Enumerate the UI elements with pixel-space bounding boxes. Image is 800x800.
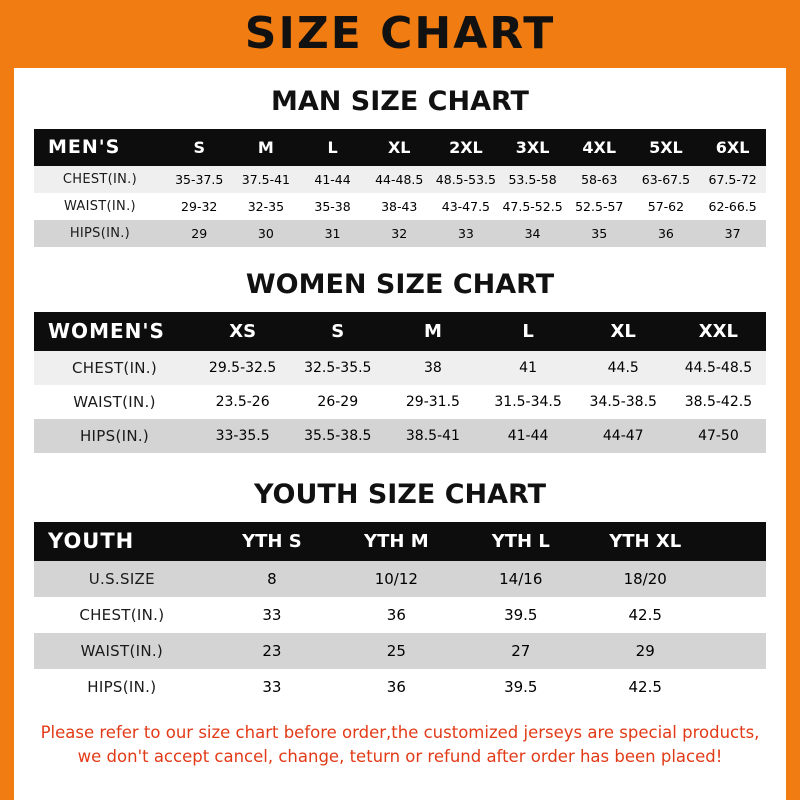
- table-row: [34, 419, 766, 453]
- men-cell: 37: [724, 226, 741, 241]
- men-header-cell: M: [257, 137, 274, 157]
- men-header-cell: S: [193, 137, 205, 157]
- men-row-label: WAIST(IN.): [63, 199, 136, 214]
- women-cell: 34.5-38.5: [589, 394, 657, 410]
- women-row-label: CHEST(IN.): [72, 359, 158, 377]
- men-cell: 48.5-53.5: [435, 172, 496, 187]
- women-size-table: [34, 312, 766, 453]
- youth-cell: 33: [262, 678, 282, 696]
- footer-note: [32, 721, 768, 769]
- youth-cell: 42.5: [628, 606, 662, 624]
- youth-cell: 27: [511, 642, 531, 660]
- men-cell: 67.5-72: [708, 172, 757, 187]
- women-row-label: HIPS(IN.): [79, 427, 150, 445]
- women-cell: 32.5-35.5: [304, 360, 372, 376]
- men-header-cell: 6XL: [715, 137, 750, 157]
- youth-cell: 42.5: [628, 678, 662, 696]
- women-cell: 31.5-34.5: [494, 394, 562, 410]
- women-cell: 41-44: [507, 428, 549, 444]
- youth-cell: 39.5: [504, 606, 538, 624]
- women-cell: 23.5-26: [215, 394, 270, 410]
- men-cell: 63-67.5: [641, 172, 691, 187]
- youth-cell: 10/12: [374, 570, 418, 588]
- men-row-label: CHEST(IN.): [62, 172, 137, 187]
- women-row-label: WAIST(IN.): [73, 393, 156, 411]
- youth-cell-spacer: [707, 633, 766, 669]
- youth-section: [14, 479, 786, 705]
- women-cell: 26-29: [317, 394, 359, 410]
- men-cell: 32: [391, 226, 408, 241]
- men-cell: 34: [524, 226, 541, 241]
- table-row: [34, 633, 766, 669]
- women-cell: 44.5: [607, 360, 639, 376]
- women-header-cell: M: [423, 320, 442, 342]
- youth-header-cell: YTH S: [242, 530, 302, 552]
- men-cell: 35-37.5: [175, 172, 224, 187]
- men-section-title: MAN SIZE CHART: [271, 86, 529, 117]
- youth-row-label: CHEST(IN.): [79, 606, 165, 624]
- youth-cell: 23: [262, 642, 282, 660]
- table-row: [34, 166, 766, 193]
- women-header-cell: L: [522, 320, 534, 342]
- men-row-label: HIPS(IN.): [69, 226, 131, 241]
- women-cell: 44-47: [602, 428, 644, 444]
- table-row: [34, 193, 766, 220]
- youth-cell-spacer: [707, 561, 766, 597]
- youth-row-label: U.S.SIZE: [88, 570, 155, 588]
- youth-header-cell: YTH L: [491, 530, 550, 552]
- women-header-row: [34, 312, 766, 351]
- women-cell: 38.5-41: [405, 428, 460, 444]
- men-cell: 29-32: [181, 199, 218, 214]
- youth-cell: 8: [267, 570, 277, 588]
- youth-section-title: YOUTH SIZE CHART: [253, 479, 547, 510]
- men-header-cell: 3XL: [515, 137, 550, 157]
- youth-cell: 36: [386, 678, 406, 696]
- page-title: SIZE CHART: [244, 8, 556, 59]
- women-header-cell: XL: [610, 320, 636, 342]
- men-cell: 58-63: [581, 172, 618, 187]
- women-cell: 47-50: [698, 428, 739, 444]
- youth-size-table: [34, 522, 766, 705]
- men-header-cell: 5XL: [649, 137, 683, 157]
- men-header-cell: L: [327, 137, 338, 157]
- table-row: [34, 220, 766, 247]
- women-cell: 41: [519, 360, 537, 376]
- women-cell: 38: [424, 360, 442, 376]
- men-header-cell: 2XL: [449, 137, 483, 157]
- men-cell: 47.5-52.5: [502, 199, 563, 214]
- men-cell: 62-66.5: [708, 199, 757, 214]
- men-cell: 32-35: [247, 199, 285, 214]
- men-cell: 41-44: [314, 172, 351, 187]
- men-cell: 29: [191, 226, 208, 241]
- women-cell: 44.5-48.5: [684, 360, 753, 376]
- men-cell: 52.5-57: [575, 199, 624, 214]
- table-row: [34, 597, 766, 633]
- youth-cell: 29: [635, 642, 655, 660]
- women-header-cell: S: [331, 320, 345, 342]
- men-cell: 43-47.5: [441, 199, 491, 214]
- men-header-cell: 4XL: [582, 137, 617, 157]
- women-header-cell: XXL: [698, 320, 739, 342]
- women-section: [14, 269, 786, 453]
- table-row: [34, 351, 766, 385]
- men-cell: 35-38: [314, 199, 351, 214]
- youth-header-spacer: [707, 522, 766, 561]
- youth-header-cell: YOUTH: [48, 529, 135, 553]
- men-cell: 37.5-41: [241, 172, 290, 187]
- men-cell: 44-48.5: [375, 172, 424, 187]
- youth-cell: 33: [262, 606, 282, 624]
- youth-cell-spacer: [707, 669, 766, 705]
- men-cell: 31: [324, 226, 341, 241]
- women-cell: 29.5-32.5: [208, 360, 277, 376]
- men-cell: 36: [657, 226, 674, 241]
- women-cell: 38.5-42.5: [684, 394, 753, 410]
- men-size-table: [34, 129, 766, 247]
- table-row: [34, 561, 766, 597]
- men-cell: 30: [257, 226, 274, 241]
- women-header-cell: WOMEN'S: [48, 319, 165, 343]
- footer-note-line-2: we don't accept cancel, change, teturn or refund after order has been placed!: [77, 746, 723, 766]
- men-cell: 35: [591, 226, 608, 241]
- youth-cell: 14/16: [499, 570, 543, 588]
- men-header-row: [34, 129, 766, 166]
- men-cell: 38-43: [381, 199, 418, 214]
- women-cell: 35.5-38.5: [304, 428, 372, 444]
- men-header-cell: XL: [387, 137, 411, 157]
- women-header-cell: XS: [229, 320, 257, 342]
- youth-cell: 39.5: [504, 678, 538, 696]
- youth-cell: 25: [386, 642, 406, 660]
- men-cell: 53.5-58: [508, 172, 557, 187]
- table-row: [34, 669, 766, 705]
- men-cell: 33: [457, 226, 474, 241]
- youth-cell: 36: [386, 606, 406, 624]
- youth-row-label: HIPS(IN.): [87, 678, 157, 696]
- men-cell: 57-62: [647, 199, 685, 214]
- footer-note-line-1: Please refer to our size chart before order,the customized jerseys are special products,: [40, 723, 760, 742]
- youth-header-cell: YTH XL: [609, 530, 682, 552]
- youth-cell-spacer: [707, 597, 766, 633]
- youth-cell: 18/20: [623, 570, 667, 588]
- table-row: [34, 385, 766, 419]
- youth-header-cell: YTH M: [364, 530, 429, 552]
- women-cell: 29-31.5: [405, 394, 460, 410]
- women-cell: 33-35.5: [215, 428, 270, 444]
- men-header-cell: MEN'S: [48, 136, 121, 158]
- women-section-title: WOMEN SIZE CHART: [245, 269, 555, 300]
- men-section: [14, 86, 786, 247]
- youth-header-row: [34, 522, 766, 561]
- youth-row-label: WAIST(IN.): [80, 642, 164, 660]
- banner: [0, 0, 800, 68]
